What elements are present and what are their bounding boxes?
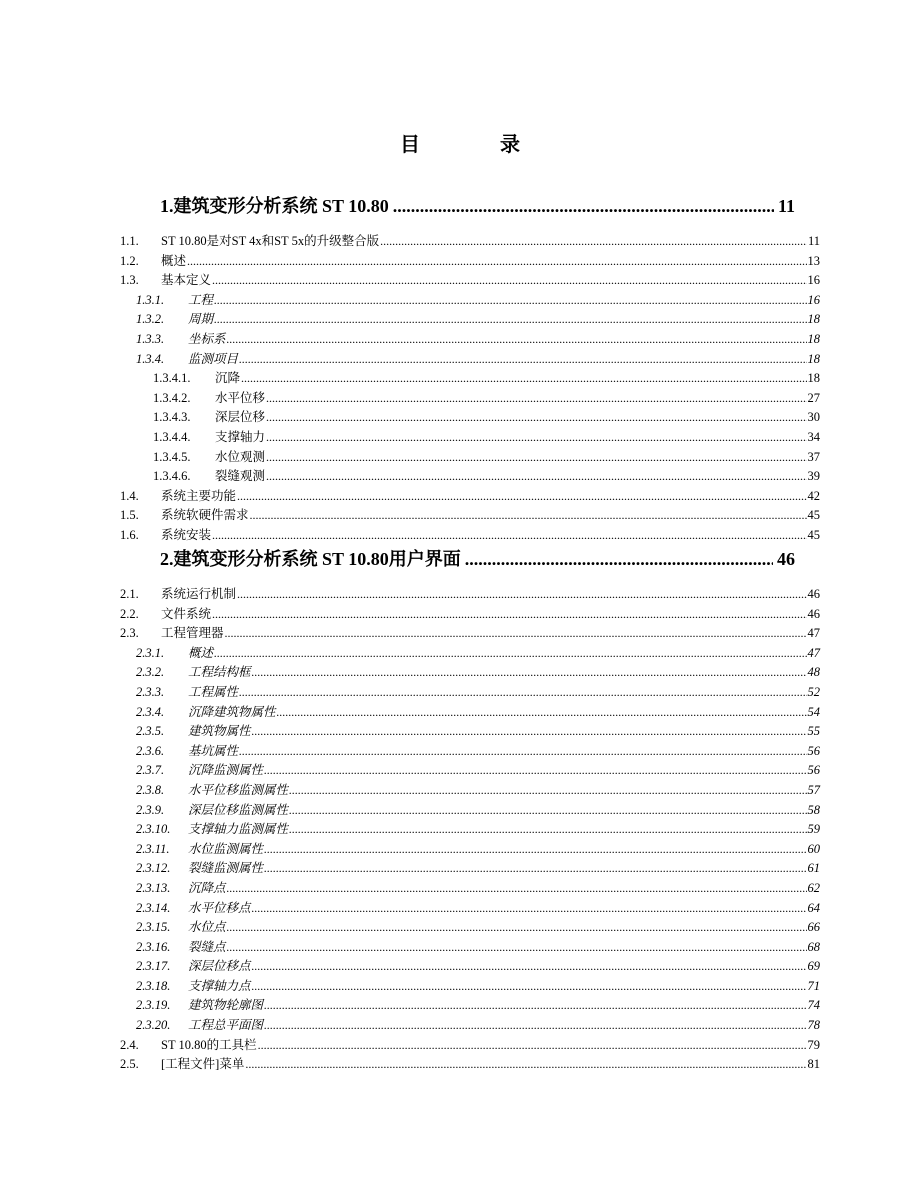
toc-entry[interactable] [120,761,820,781]
toc-entry[interactable] [120,781,820,801]
dot-leader [212,526,806,546]
entry-page: 55 [807,724,820,739]
toc-entry[interactable] [120,1036,820,1056]
entry-page: 66 [807,920,820,935]
entry-page: 37 [807,449,820,464]
dot-leader [252,977,807,997]
entry-number: 2.3.1. [136,645,165,660]
entry-title: 概述 [188,645,214,660]
entry-number: 2.3.8. [136,782,165,797]
dot-leader [227,938,807,958]
dot-leader [266,428,806,448]
toc-entry[interactable] [120,879,820,899]
toc-entry[interactable] [120,408,820,428]
toc-entry[interactable] [120,957,820,977]
toc-entry[interactable] [120,703,820,723]
entry-title: 裂缝监测属性 [188,861,264,876]
entry-page: 27 [807,390,820,405]
chapter-2-entries [120,585,820,1075]
chapter-2-heading[interactable] [160,547,795,571]
entry-title: 裂缝观测 [215,469,266,484]
toc-entry[interactable] [120,271,820,291]
entry-number: 2.3.9. [136,802,165,817]
toc-entry[interactable] [120,291,820,311]
dot-leader [289,801,806,821]
entry-page: 34 [807,429,820,444]
dot-leader [393,194,774,218]
entry-title: 水平位移 [215,390,266,405]
entry-number: 1.3.1. [136,292,165,307]
toc-entry[interactable] [120,918,820,938]
dot-leader [227,879,807,899]
entry-page: 78 [807,1018,820,1033]
chapter-page: 46 [777,549,795,569]
dot-leader [289,781,806,801]
entry-page: 54 [807,704,820,719]
toc-entry[interactable] [120,526,820,546]
entry-page: 47 [807,626,820,641]
entry-page: 61 [807,861,820,876]
entry-number: 2.3.13. [136,880,171,895]
entry-title: ST 10.80是对ST 4x和ST 5x的升级整合版 [161,234,380,248]
entry-number: 1.3. [120,273,139,288]
toc-entry[interactable] [120,899,820,919]
entry-number: 1.3.4. [136,351,165,366]
entry-title: 概述 [161,253,187,268]
entry-number: 1.1. [120,234,139,248]
entry-page: 11 [807,234,820,248]
dot-leader [380,232,807,252]
dot-leader [266,448,806,468]
entry-page: 13 [807,253,820,268]
dot-leader [252,722,807,742]
entry-number: 2.1. [120,587,139,601]
entry-title: 工程管理器 [161,626,224,641]
entry-page: 18 [807,351,820,366]
entry-page: 57 [807,782,820,797]
dot-leader [264,761,806,781]
entry-title: 工程总平面图 [188,1018,264,1033]
entry-title: 水位点 [188,920,226,935]
entry-number: 2.4. [120,1037,139,1052]
dot-leader [239,350,806,370]
entry-title: 文件系统 [161,606,212,621]
dot-leader [252,957,807,977]
entry-number: 2.3. [120,626,139,641]
entry-title: 工程属性 [188,684,239,699]
entry-page: 18 [807,371,820,386]
toc-entry[interactable] [120,252,820,272]
entry-title: 水位观测 [215,449,266,464]
toc-entry[interactable] [120,644,820,664]
dot-leader [264,1016,806,1036]
entry-number: 2.3.7. [136,763,165,778]
entry-page: 47 [807,645,820,660]
entry-page: 56 [807,763,820,778]
toc-entry[interactable] [120,1016,820,1036]
dot-leader [237,585,806,605]
dot-leader [214,310,806,330]
toc-entry[interactable] [120,683,820,703]
entry-title: 系统安装 [161,527,212,542]
entry-page: 16 [807,273,820,288]
toc-title: 目 录 [400,134,550,156]
toc-entry[interactable] [120,428,820,448]
dot-leader [245,1055,806,1075]
entry-page: 71 [807,978,820,993]
entry-title: 基坑属性 [188,743,239,758]
toc-entry[interactable] [120,996,820,1016]
entry-page: 42 [807,488,820,503]
entry-page: 18 [807,331,820,346]
entry-page: 69 [807,959,820,974]
entry-title: 系统运行机制 [161,587,237,601]
toc-entry[interactable] [120,605,820,625]
dot-leader [264,840,806,860]
entry-title: 基本定义 [161,273,212,288]
dot-leader [264,859,806,879]
entry-page: 46 [807,587,820,601]
entry-title: 沉降 [215,371,241,386]
entry-number: 1.4. [120,488,139,503]
dot-leader [227,330,807,350]
entry-page: 59 [807,822,820,837]
entry-number: 2.3.20. [136,1018,171,1033]
entry-number: 2.3.3. [136,684,165,699]
entry-number: 1.3.4.4. [153,429,191,444]
entry-page: 74 [807,998,820,1013]
dot-leader [212,605,806,625]
entry-number: 2.3.4. [136,704,165,719]
dot-leader [252,663,807,683]
toc-entry[interactable] [120,350,820,370]
entry-title: 坐标系 [188,331,226,346]
dot-leader [266,408,806,428]
entry-number: 2.3.18. [136,978,171,993]
dot-leader [214,291,806,311]
entry-title: 建筑物轮廓图 [188,998,264,1013]
entry-page: 58 [807,802,820,817]
toc-entry[interactable] [120,663,820,683]
dot-leader [214,644,806,664]
dot-leader [239,742,806,762]
entry-number: 1.2. [120,253,139,268]
entry-number: 1.3.4.6. [153,469,191,484]
entry-number: 2.3.10. [136,822,171,837]
entry-title: 工程 [188,292,214,307]
entry-page: 60 [807,841,820,856]
entry-title: 建筑物属性 [188,724,251,739]
dot-leader [250,506,807,526]
toc-entry[interactable] [120,232,820,252]
entry-number: 2.3.2. [136,665,165,680]
toc-entry[interactable] [120,820,820,840]
entry-page: 81 [807,1057,820,1072]
entry-number: 2.3.6. [136,743,165,758]
entry-number: 1.6. [120,527,139,542]
toc-entry[interactable] [120,448,820,468]
entry-title: 深层位移点 [188,959,251,974]
entry-number: 1.3.4.2. [153,390,191,405]
entry-title: [工程文件]菜单 [161,1057,245,1072]
entry-title: 沉降监测属性 [188,763,264,778]
entry-page: 56 [807,743,820,758]
entry-page: 39 [807,469,820,484]
dot-leader [239,683,806,703]
chapter-label: 2.建筑变形分析系统 ST 10.80用户界面 [160,549,461,569]
entry-title: 沉降点 [188,880,226,895]
toc-entry[interactable] [120,938,820,958]
entry-number: 1.3.4.1. [153,371,191,386]
dot-leader [237,487,806,507]
toc-entry[interactable] [120,389,820,409]
toc-entry[interactable] [120,330,820,350]
entry-number: 2.2. [120,606,139,621]
dot-leader [266,467,806,487]
toc-entry[interactable] [120,487,820,507]
chapter-1-heading[interactable] [160,194,795,218]
entry-number: 1.5. [120,508,139,523]
entry-number: 1.3.2. [136,312,165,327]
entry-page: 46 [807,606,820,621]
entry-number: 1.3.3. [136,331,165,346]
entry-page: 62 [807,880,820,895]
entry-title: ST 10.80的工具栏 [161,1037,257,1052]
toc-entry[interactable] [120,840,820,860]
chapter-page: 11 [777,196,795,216]
entry-number: 2.3.19. [136,998,171,1013]
entry-title: 水平位移点 [188,900,251,915]
entry-title: 周期 [188,312,214,327]
toc-entry[interactable] [120,310,820,330]
toc-entry[interactable] [120,369,820,389]
entry-number: 2.3.12. [136,861,171,876]
toc-entry[interactable] [120,624,820,644]
entry-page: 45 [807,527,820,542]
entry-title: 水位监测属性 [188,841,264,856]
entry-number: 1.3.4.5. [153,449,191,464]
dot-leader [227,918,807,938]
dot-leader [252,899,807,919]
toc-entry[interactable] [120,585,820,605]
entry-number: 2.3.5. [136,724,165,739]
entry-title: 监测项目 [188,351,239,366]
entry-number: 2.3.14. [136,900,171,915]
entry-page: 64 [807,900,820,915]
dot-leader [266,389,806,409]
dot-leader [264,996,806,1016]
entry-number: 1.3.4.3. [153,410,191,425]
entry-page: 18 [807,312,820,327]
entry-number: 2.3.16. [136,939,171,954]
entry-page: 45 [807,508,820,523]
entry-page: 16 [807,292,820,307]
dot-leader [277,703,807,723]
entry-page: 48 [807,665,820,680]
dot-leader [258,1036,807,1056]
entry-title: 深层位移 [215,410,266,425]
dot-leader [225,624,807,644]
entry-number: 2.5. [120,1057,139,1072]
toc-entry[interactable] [120,467,820,487]
entry-title: 系统软硬件需求 [161,508,249,523]
entry-page: 79 [807,1037,820,1052]
entry-title: 沉降建筑物属性 [188,704,276,719]
dot-leader [465,547,773,571]
entry-title: 支撑轴力监测属性 [188,822,289,837]
dot-leader [212,271,806,291]
chapter-1-entries [120,232,820,546]
toc-entry[interactable] [120,977,820,997]
toc-entry[interactable] [120,1055,820,1075]
entry-title: 水平位移监测属性 [188,782,289,797]
toc-entry[interactable] [120,859,820,879]
entry-number: 2.3.15. [136,920,171,935]
dot-leader [289,820,806,840]
entry-page: 30 [807,410,820,425]
entry-number: 2.3.11. [136,841,170,856]
toc-entry[interactable] [120,506,820,526]
toc-entry[interactable] [120,742,820,762]
toc-entry[interactable] [120,722,820,742]
entry-title: 系统主要功能 [161,488,237,503]
toc-entry[interactable] [120,801,820,821]
entry-title: 支撑轴力点 [188,978,251,993]
entry-number: 2.3.17. [136,959,171,974]
entry-title: 深层位移监测属性 [188,802,289,817]
dot-leader [187,252,806,272]
chapter-label: 1.建筑变形分析系统 ST 10.80 [160,196,389,216]
entry-title: 工程结构框 [188,665,251,680]
entry-page: 52 [807,684,820,699]
entry-page: 68 [807,939,820,954]
entry-title: 裂缝点 [188,939,226,954]
dot-leader [241,369,806,389]
entry-title: 支撑轴力 [215,429,266,444]
